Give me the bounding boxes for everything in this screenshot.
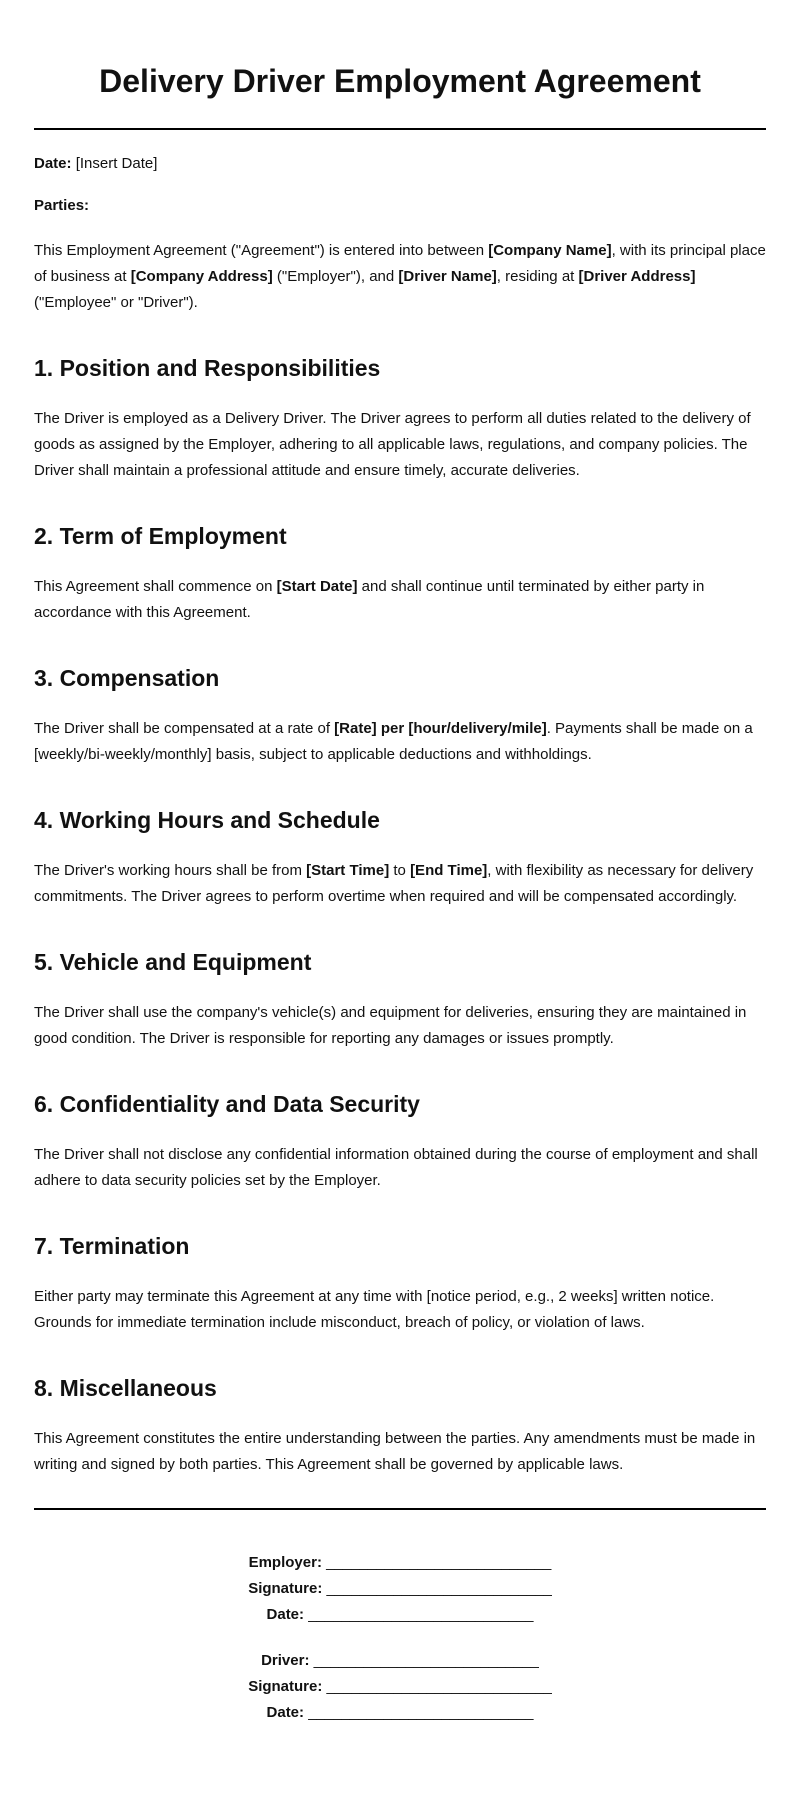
- intro-text: , residing at: [496, 268, 579, 285]
- date-line: [34, 154, 766, 174]
- section-termination: [34, 1232, 766, 1336]
- employer-date-line[interactable]: [267, 1602, 534, 1628]
- intro-paragraph: [34, 238, 766, 316]
- section-text-part: The Driver's working hours shall be from: [34, 862, 307, 879]
- driver-signature-group: [248, 1648, 552, 1726]
- date-blank[interactable]: ___________________________: [308, 1704, 534, 1721]
- section-text: This Agreement constitutes the entire understanding between the parties. Any amendments must be made in writing and signed by both parties. This Agreement shall be governed by applicable laws.: [34, 1430, 756, 1473]
- section-heading: 6. Confidentiality and Data Security: [34, 1091, 420, 1117]
- intro-text: ("Employee" or "Driver").: [34, 294, 198, 311]
- date-blank[interactable]: ___________________________: [308, 1606, 534, 1623]
- section-heading: 8. Miscellaneous: [34, 1375, 217, 1401]
- date-label: Date:: [34, 155, 72, 172]
- section-heading: 7. Termination: [34, 1233, 190, 1259]
- parties-label: Parties:: [34, 197, 90, 214]
- driver-label: Driver:: [261, 1652, 310, 1669]
- date-label: Date:: [266, 1606, 305, 1623]
- intro-text: , with its principal place of business at: [34, 242, 766, 285]
- section-heading: 3. Compensation: [34, 665, 220, 691]
- intro-text: ("Employer"), and: [272, 268, 399, 285]
- section-text-part: , with flexibility as necessary for delivery commitments. The Driver agrees to perform overtime when required and will be compensated accordingly.: [34, 862, 754, 905]
- driver-date-line[interactable]: [267, 1700, 534, 1726]
- section-confidentiality: [34, 1090, 766, 1194]
- section-heading: 5. Vehicle and Equipment: [34, 949, 312, 975]
- driver-address: [Driver Address]: [578, 268, 696, 285]
- signature-blank[interactable]: ___________________________: [326, 1580, 552, 1597]
- start-time-placeholder: [Start Time]: [306, 862, 390, 879]
- section-working-hours: [34, 806, 766, 910]
- company-address: [Company Address]: [130, 268, 273, 285]
- intro-text: This Employment Agreement ("Agreement") is entered into between: [34, 242, 489, 259]
- end-time-placeholder: [End Time]: [410, 862, 488, 879]
- employer-signature-group: [248, 1550, 552, 1628]
- section-text: [34, 574, 766, 626]
- signature-blank[interactable]: ___________________________: [326, 1678, 552, 1695]
- section-text-part: This Agreement shall commence on: [34, 578, 277, 595]
- section-text-part: to: [389, 862, 411, 879]
- section-text: The Driver shall not disclose any confidential information obtained during the course of employment and shall adhere to data security policies set by the Employer.: [34, 1146, 758, 1189]
- employer-label: Employer:: [248, 1554, 322, 1571]
- employer-line[interactable]: [249, 1550, 552, 1576]
- section-text: [34, 716, 766, 768]
- date-label: Date:: [266, 1704, 305, 1721]
- signature-label: Signature:: [248, 1580, 323, 1597]
- section-text: The Driver shall use the company's vehicle(s) and equipment for deliveries, ensuring they are maintained in good condition. The Driver is responsible for reporting any damages or issues promptly.: [34, 1004, 747, 1047]
- employer-blank[interactable]: ___________________________: [326, 1554, 552, 1571]
- section-position: [34, 354, 766, 484]
- section-text: [34, 858, 766, 910]
- driver-signature-line[interactable]: [248, 1674, 552, 1700]
- date-value: [Insert Date]: [75, 155, 158, 172]
- employer-signature-line[interactable]: [248, 1576, 552, 1602]
- section-heading: 2. Term of Employment: [34, 523, 287, 549]
- section-text-part: . Payments shall be made on a [weekly/bi-weekly/monthly] basis, subject to applicable deductions and withholdings.: [34, 720, 753, 763]
- parties-line: [34, 196, 766, 216]
- section-text: Either party may terminate this Agreement at any time with [notice period, e.g., 2 weeks] written notice. Grounds for immediate termination include misconduct, breach of policy, or violation of laws.: [34, 1288, 715, 1331]
- company-name: [Company Name]: [488, 242, 612, 259]
- section-term: [34, 522, 766, 626]
- signature-block: [34, 1550, 766, 1726]
- signature-label: Signature:: [248, 1678, 323, 1695]
- section-text-part: The Driver shall be compensated at a rate of: [34, 720, 335, 737]
- driver-line[interactable]: [261, 1648, 539, 1674]
- section-miscellaneous: [34, 1374, 766, 1478]
- rate-placeholder: [Rate] per [hour/delivery/mile]: [334, 720, 547, 737]
- section-vehicle: [34, 948, 766, 1052]
- title-divider: [34, 128, 766, 130]
- signature-divider: [34, 1508, 766, 1510]
- driver-name: [Driver Name]: [398, 268, 497, 285]
- section-text: The Driver is employed as a Delivery Driver. The Driver agrees to perform all duties related to the delivery of goods as assigned by the Employer, adhering to all applicable laws, regulations, and company policies. The Driver shall maintain a professional attitude and ensure timely, accurate deliveries.: [34, 410, 751, 479]
- section-text-part: and shall continue until terminated by either party in accordance with this Agreement.: [34, 578, 705, 621]
- driver-blank[interactable]: ___________________________: [313, 1652, 539, 1669]
- document-title: Delivery Driver Employment Agreement: [99, 63, 701, 99]
- section-heading: 4. Working Hours and Schedule: [34, 807, 380, 833]
- section-heading: 1. Position and Responsibilities: [34, 355, 381, 381]
- start-date-placeholder: [Start Date]: [276, 578, 358, 595]
- section-compensation: [34, 664, 766, 768]
